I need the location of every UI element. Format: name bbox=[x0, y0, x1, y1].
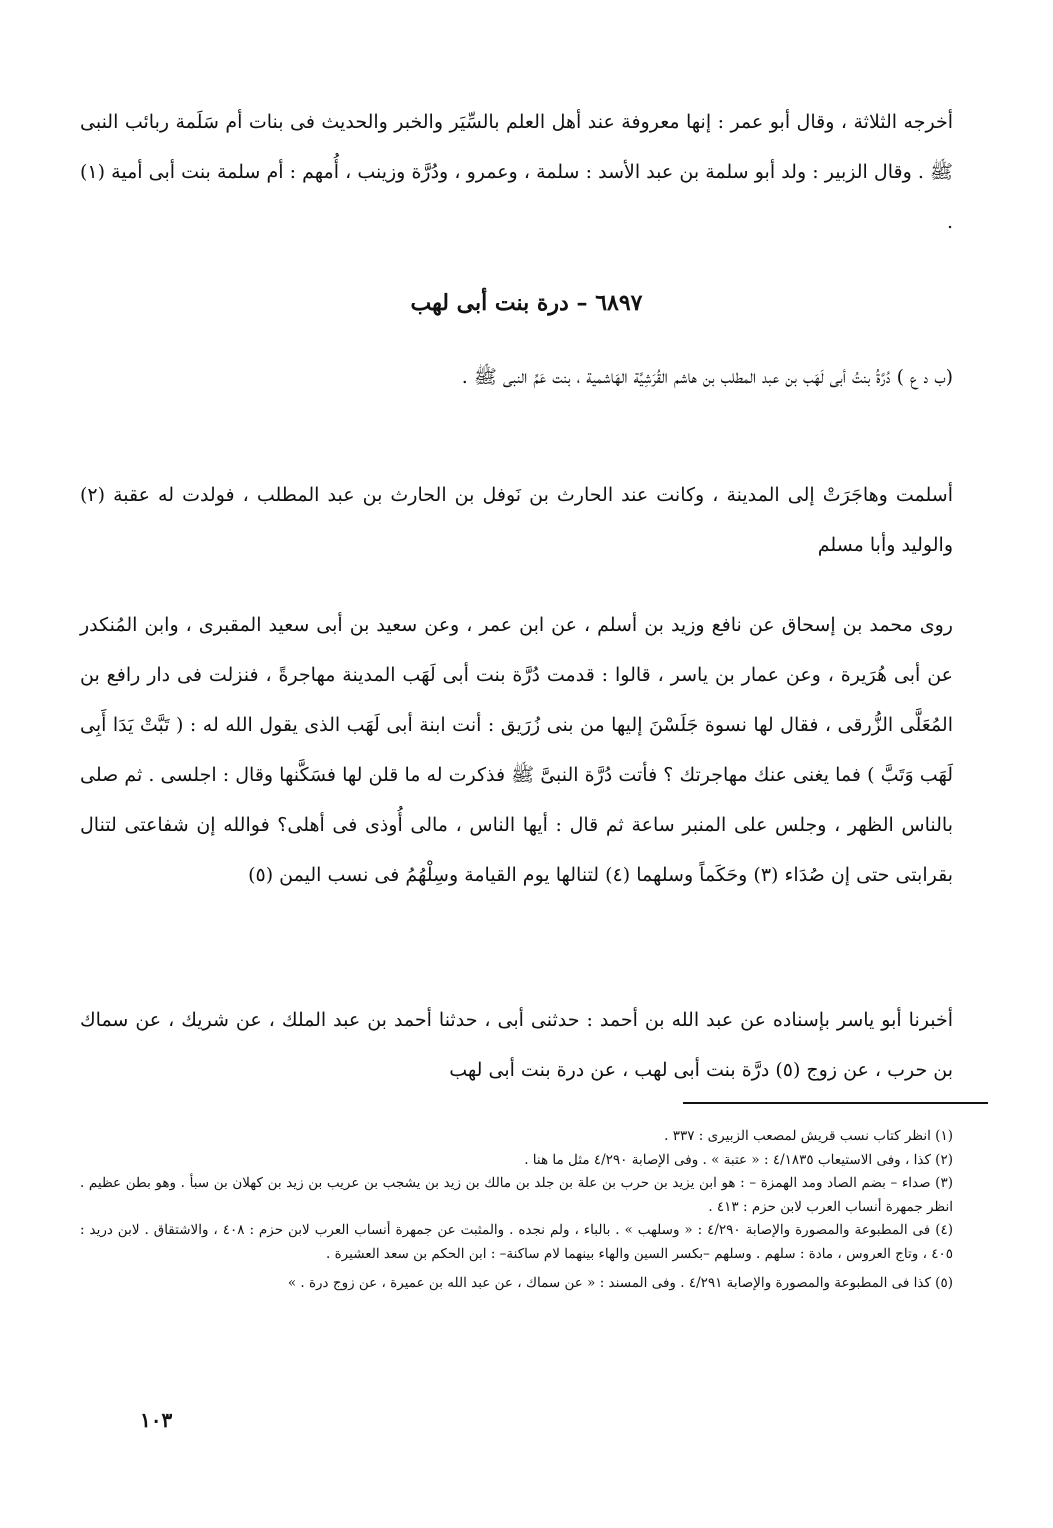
body-text bbox=[80, 97, 953, 247]
entry-intro bbox=[80, 352, 953, 402]
entry-narration bbox=[80, 600, 953, 900]
footnote-5: (٥) كذا فى المطبوعة والمصورة والإصابة ٤/٢٩١ . وفى المسند : « عن سماك ، عن عبد الله بن عميرة ، عن زوج درة . » bbox=[287, 1275, 953, 1291]
paragraph-4: روى محمد بن إسحاق عن نافع وزيد بن أسلم ، عن ابن عمر ، وعن سعيد بن أبى سعيد المقبرى ، وابن المُنكدر عن أبى هُرَيرة ، وعن عمار بن ياسر ، قالوا : قدمت دُرَّة بنت أبى لَهَب المدينة مهاجرةً ، فنزلت فى دار رافع بن المُعَلَّى الزُّرقى ، فقال لها نسوة جَلَسْنَ إليها من بنى زُرَيق : أنت ابنة أبى لَهَب الذى يقول الله له : ( تَبَّتْ يَدَا أَبِى لَهَب وَتَبَّ ) فما يغنى عنك مهاجرتك ؟ فأتت دُرَّة النبىَّ ﷺ فذكرت له ما قلن لها فسَكَّنها وقال : اجلسى . ثم صلى بالناس الظهر ، وجلس على المنبر ساعة ثم قال : أيها الناس ، مالى أُوذى فى أهلى؟ فوالله إن شفاعتى لتنال بقرابتى حتى إن صُدَاء (٣) وحَكَماً وسلهما (٤) لتنالها يوم القيامة وسِلْهُمُ فى نسب اليمن (٥) bbox=[80, 614, 953, 886]
footnote-1: (١) انظر كتاب نسب قريش لمصعب الزبيرى : ٣٣٧ . bbox=[664, 1128, 953, 1144]
paragraph-1: أخرجه الثلاثة ، وقال أبو عمر : إنها معروفة عند أهل العلم بالسِّيَر والخبر والحديث فى بنات أم سَلَمة ربائب النبى ﷺ . وقال الزبير : ولد أبو سلمة بن عبد الأسد : سلمة ، وعمرو ، ودُرَّة وزينب ، أُمهم : أم سلمة بنت أبى أمية (١) . bbox=[80, 111, 954, 233]
paragraph-2: (ب د ع ) دُرَّةُ بنتُ أبى لَهَب بن عبد المطلب بن هاشم القُرَشِيَّة الهَاشمية ، بنت عَمِّ النبى ﷺ . bbox=[461, 366, 953, 388]
paragraph-3: أسلمت وهاجَرَتْ إلى المدينة ، وكانت عند الحارث بن نَوفل بن الحارث بن عبد المطلب ، فولدت له عقبة (٢) والوليد وأبا مسلم bbox=[80, 484, 953, 556]
footnotes bbox=[80, 1125, 953, 1296]
footnote-3: (٣) صداء – بضم الصاد ومد الهمزة – : هو ابن يزيد بن حرب بن علة بن جلد بن مالك بن زيد بن يشجب بن عريب بن زيد بن كهلان بن سبأ . وهو بطن عظيم . انظر جمهرة أنساب العرب لابن حزم : ٤١٣ . bbox=[80, 1175, 953, 1215]
entry-isnad bbox=[80, 995, 953, 1095]
footnote-divider bbox=[683, 1102, 988, 1104]
entry-heading: ٦٨٩٧ – درة بنت أبى لهب bbox=[410, 290, 643, 316]
page-number: ١٠٣ bbox=[140, 1408, 173, 1432]
entry-biography bbox=[80, 470, 953, 570]
paragraph-5: أخبرنا أبو ياسر بإسناده عن عبد الله بن أحمد : حدثنى أبى ، حدثنا أحمد بن عبد الملك ، عن شريك ، عن سماك بن حرب ، عن زوج (٥) درَّة بنت أبى لهب ، عن درة بنت أبى لهب bbox=[80, 1009, 953, 1081]
footnote-4: (٤) فى المطبوعة والمصورة والإصابة ٤/٢٩٠ : « وسلهب » . بالباء ، ولم نجده . والمثبت عن جمهرة أنساب العرب لابن حزم : ٤٠٨ ، والاشتقاق . لابن دريد : ٤٠٥ ، وتاج العروس ، مادة : سلهم . وسلهم –بكسر السين والهاء بينهما لام ساكنة– : ابن الحكم بن سعد العشيرة . bbox=[80, 1222, 954, 1262]
footnote-2: (٢) كذا ، وفى الاستيعاب ٤/١٨٣٥ : « عتبة » . وفى الإصابة ٤/٢٩٠ مثل ما هنا . bbox=[524, 1151, 953, 1168]
